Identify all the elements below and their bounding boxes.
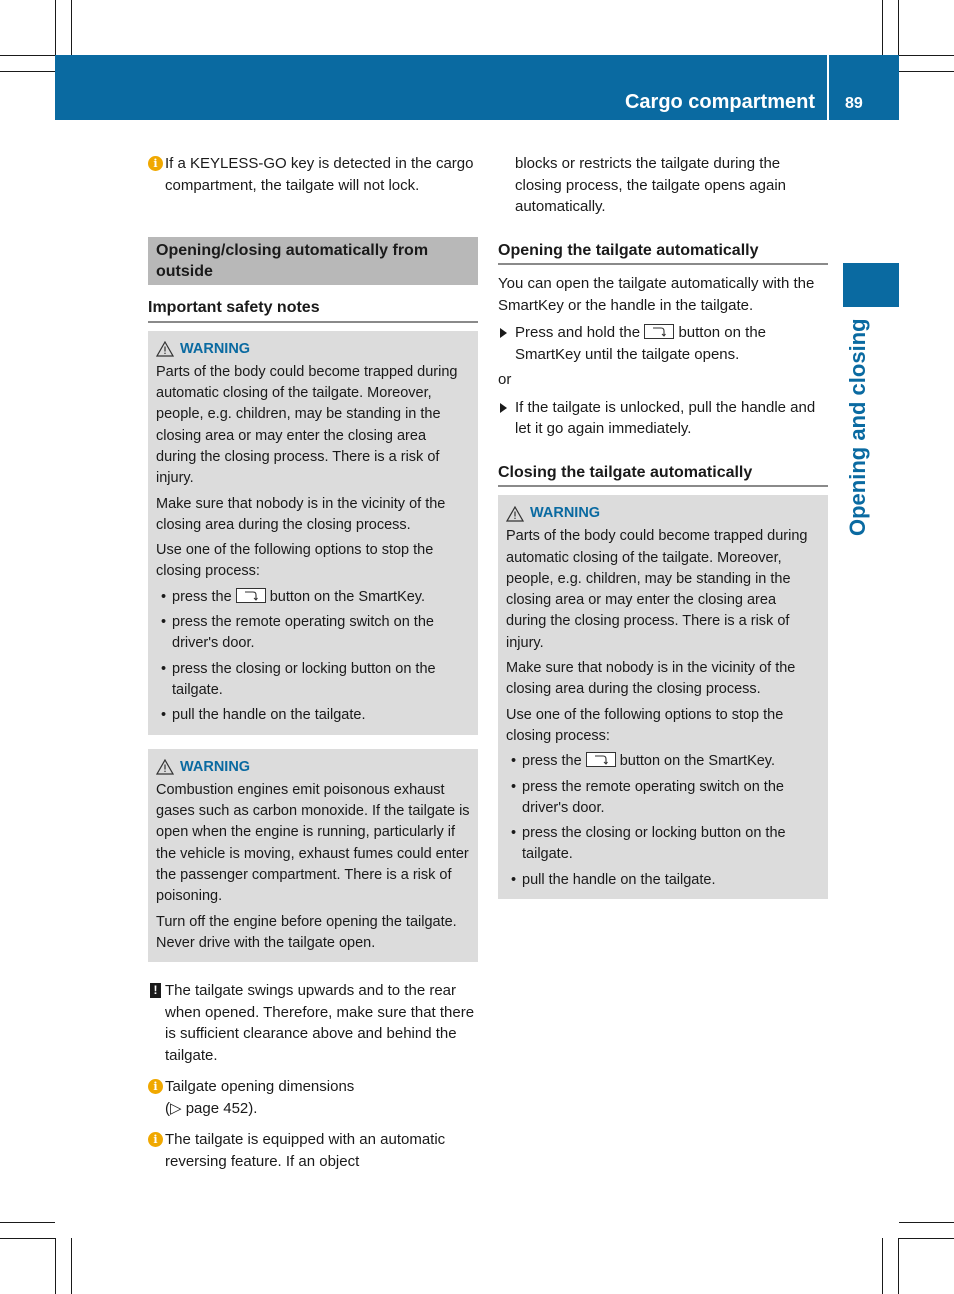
crop-mark bbox=[71, 0, 72, 55]
crop-mark bbox=[71, 1238, 72, 1294]
note-text: If a KEYLESS-GO key is detected in the cargo compartment, the tailgate will not lock. bbox=[165, 155, 474, 194]
crop-mark bbox=[0, 55, 55, 56]
page-number: 89 bbox=[845, 95, 863, 112]
exclamation-icon: ! bbox=[150, 983, 161, 998]
crop-mark bbox=[0, 71, 55, 72]
warning-title bbox=[156, 339, 470, 360]
warning-label: WARNING bbox=[180, 758, 251, 775]
warning-label: WARNING bbox=[530, 505, 601, 521]
continued-text: blocks or restricts the tailgate during the closing process, the tailgate opens again automatically. bbox=[515, 155, 787, 215]
caution-note bbox=[148, 980, 478, 1066]
warning-triangle-icon bbox=[156, 759, 174, 775]
note-text: The tailgate swings upwards and to the rear when opened. Therefore, make sure that there is sufficient clearance above and behind the tailgate. bbox=[165, 982, 475, 1064]
crop-mark bbox=[0, 1222, 55, 1223]
list-item: • pull the handle on the tailgate. bbox=[506, 870, 820, 891]
or-text: or bbox=[498, 371, 512, 388]
chapter-tab bbox=[843, 263, 899, 307]
note-text: The tailgate is equipped with an automatic reversing feature. If an object bbox=[165, 1131, 446, 1170]
info-icon: i bbox=[148, 1132, 163, 1147]
list-item: • press the closing or locking button on the tailgate. bbox=[156, 659, 470, 702]
crop-mark bbox=[899, 1238, 954, 1239]
list-item: • press the button on the SmartKey. bbox=[506, 751, 820, 772]
subsection-title: Important safety notes bbox=[148, 297, 478, 323]
paragraph: You can open the tailgate automatically with the SmartKey or the handle in the tailgate. bbox=[498, 275, 815, 314]
warning-text: Make sure that nobody is in the vicinity of the closing area during the closing process. bbox=[156, 495, 446, 533]
step-item: If the tailgate is unlocked, pull the handle and let it go again immediately. bbox=[498, 397, 828, 440]
subsection-title: Opening the tailgate automatically bbox=[498, 240, 828, 266]
tailgate-button-icon bbox=[644, 324, 674, 339]
note-text: Tailgate opening dimensions bbox=[165, 1078, 355, 1096]
list-item: • press the button on the SmartKey. bbox=[156, 587, 470, 608]
crop-mark bbox=[899, 55, 954, 56]
info-note bbox=[148, 153, 478, 196]
list-item: • pull the handle on the tailgate. bbox=[156, 705, 470, 726]
right-column bbox=[498, 153, 828, 913]
info-note bbox=[148, 1129, 478, 1172]
warning-text: Combustion engines emit poisonous exhaust gases such as carbon monoxide. If the tailgate is open when the engine is running, particularly if the vehicle is moving, exhaust fumes could enter the passenger compartment. There is a risk of poisoning. bbox=[156, 781, 470, 905]
warning-title bbox=[156, 757, 470, 778]
crop-mark bbox=[882, 0, 883, 55]
warning-text: Make sure that nobody is in the vicinity of the closing area during the closing process. bbox=[506, 660, 796, 698]
info-note bbox=[148, 1076, 478, 1119]
warning-text: Parts of the body could become trapped during automatic closing of the tailgate. Moreover, people, e.g. children, may be standing in the closing area or may enter the closing area during the closing process. There is a risk of injury. bbox=[506, 528, 808, 651]
warning-title bbox=[506, 503, 820, 524]
crop-mark bbox=[899, 1222, 954, 1223]
crop-mark bbox=[898, 1238, 899, 1294]
left-column bbox=[148, 153, 478, 1182]
header-divider bbox=[827, 55, 829, 120]
crop-mark bbox=[882, 1238, 883, 1294]
warning-box bbox=[148, 331, 478, 735]
subsection-title: Closing the tailgate automatically bbox=[498, 462, 828, 488]
warning-text: Use one of the following options to stop the closing process: bbox=[156, 542, 434, 580]
warning-label: WARNING bbox=[180, 340, 251, 357]
info-icon: i bbox=[148, 1079, 163, 1094]
warning-text: Use one of the following options to stop the closing process: bbox=[506, 706, 784, 744]
step-arrow-icon bbox=[500, 328, 507, 338]
list-item: • press the remote operating switch on the driver's door. bbox=[506, 777, 820, 820]
list-item: • press the remote operating switch on the driver's door. bbox=[156, 612, 470, 655]
warning-list bbox=[506, 751, 820, 891]
section-title: Opening/closing automatically from outside bbox=[148, 237, 478, 285]
warning-box bbox=[148, 749, 478, 963]
crop-mark bbox=[55, 0, 56, 55]
chapter-label: Opening and closing bbox=[845, 318, 870, 536]
step-arrow-icon bbox=[500, 403, 507, 413]
warning-text: Turn off the engine before opening the tailgate. Never drive with the tailgate open. bbox=[156, 913, 457, 951]
warning-box bbox=[498, 495, 828, 899]
warning-triangle-icon bbox=[156, 341, 174, 357]
crop-mark bbox=[899, 71, 954, 72]
page-header bbox=[55, 55, 899, 120]
crop-mark bbox=[0, 1238, 55, 1239]
tailgate-button-icon bbox=[586, 752, 616, 767]
warning-list bbox=[156, 587, 470, 727]
page-reference-link[interactable]: (▷ page 452). bbox=[165, 1099, 258, 1117]
page-title: Cargo compartment bbox=[624, 91, 815, 113]
step-item: Press and hold the button on the SmartKey until the tailgate opens. bbox=[498, 322, 828, 365]
list-item: • press the closing or locking button on the tailgate. bbox=[506, 823, 820, 866]
warning-triangle-icon bbox=[506, 506, 524, 522]
warning-text: Parts of the body could become trapped during automatic closing of the tailgate. Moreover, people, e.g. children, may be standing in the closing area or may enter the closing area during the closing process. There is a risk of injury. bbox=[156, 363, 458, 487]
tailgate-button-icon bbox=[236, 588, 266, 603]
crop-mark bbox=[898, 0, 899, 55]
crop-mark bbox=[55, 1238, 56, 1294]
info-icon: i bbox=[148, 156, 163, 171]
